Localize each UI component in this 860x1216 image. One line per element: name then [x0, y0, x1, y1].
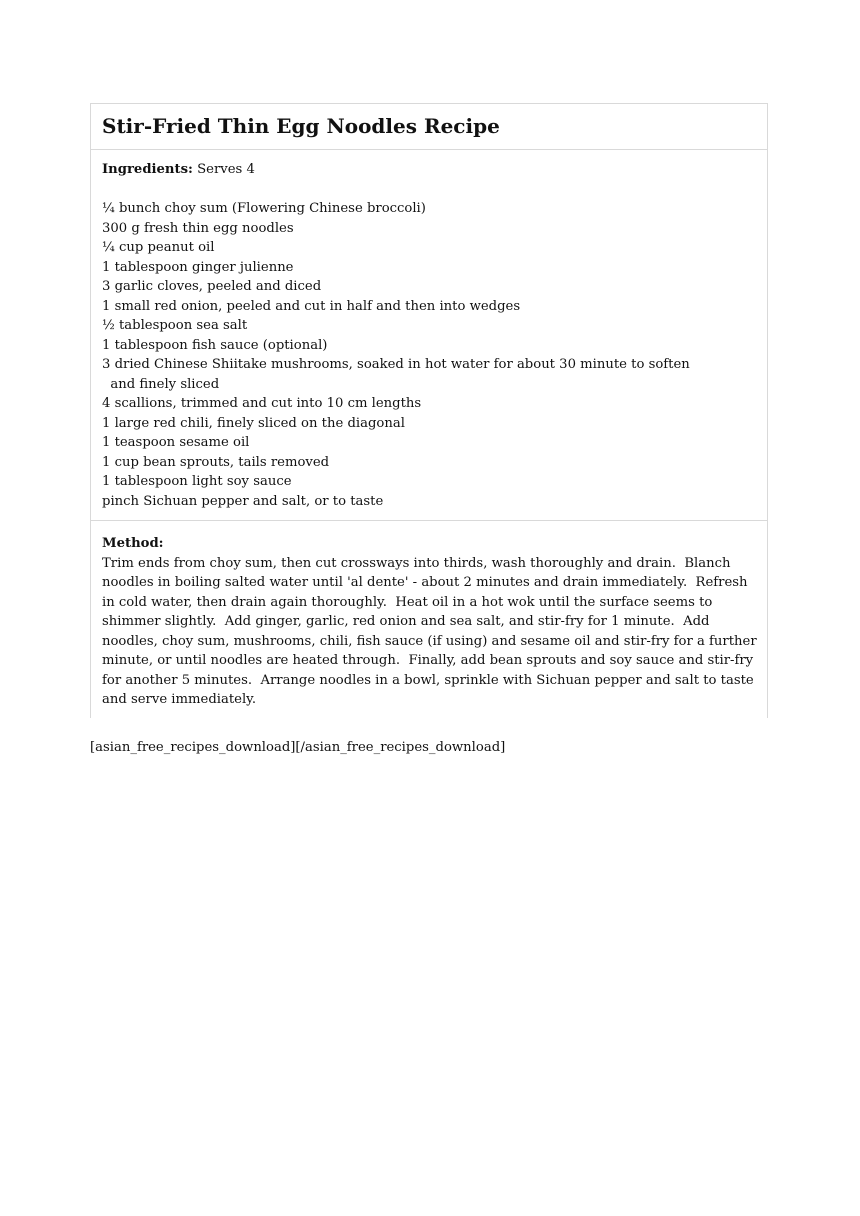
ingredient-item: 4 scallions, trimmed and cut into 10 cm lengths: [102, 396, 422, 411]
ingredient-item: 300 g fresh thin egg noodles: [102, 220, 294, 236]
ingredient-item-continuation: and finely sliced: [102, 376, 220, 392]
ingredient-item: 1 tablespoon light soy sauce: [102, 474, 292, 489]
download-shortcode: [asian_free_recipes_download][/asian_free_recipes_download]: [90, 740, 506, 755]
ingredient-item: 3 dried Chinese Shiitake mushrooms, soaked in hot water for about 30 minute to soften: [102, 357, 690, 372]
ingredients-header: [102, 160, 756, 180]
ingredient-item: pinch Sichuan pepper and salt, or to taste: [102, 493, 384, 509]
ingredients-list: [102, 199, 756, 511]
ingredients-label: Ingredients:: [102, 162, 193, 177]
ingredient-item: 1 teaspoon sesame oil: [102, 435, 250, 450]
ingredient-item: 3 garlic cloves, peeled and diced: [102, 279, 322, 294]
ingredient-item: ½ tablespoon sea salt: [102, 318, 248, 333]
ingredient-item: 1 small red onion, peeled and cut in half and then into wedges: [102, 298, 521, 314]
ingredient-item: 1 tablespoon fish sauce (optional): [102, 337, 328, 353]
method-section: [91, 521, 767, 710]
ingredient-item: 1 tablespoon ginger julienne: [102, 259, 294, 275]
ingredient-item: 1 cup bean sprouts, tails removed: [102, 454, 330, 470]
ingredient-item: ¼ bunch choy sum (Flowering Chinese broccoli): [102, 201, 426, 216]
method-label: Method:: [102, 536, 164, 551]
servings: Serves 4: [197, 162, 255, 177]
ingredients-section: [91, 150, 767, 521]
ingredient-item: 1 large red chili, finely sliced on the diagonal: [102, 415, 405, 431]
method-text: Trim ends from choy sum, then cut crossways into thirds, wash thoroughly and drain. Blanch noodles in boiling salted water until 'al dente' - about 2 minutes and drain immediately. Refresh in cold water, then drain again thoroughly. Heat oil in a hot wok until the surface seems to shimmer slightly. Add ginger, garlic, red onion and sea salt, and stir-fry for 1 minute. Add noodles, choy sum, mushrooms, chili, fish sauce (if using) and sesame oil and stir-fry for a further minute, or until noodles are heated through. Finally, add bean sprouts and soy sauce and stir-fry for another 5 minutes. Arrange noodles in a bowl, sprinkle with Sichuan pepper and salt to taste and serve immediately.: [102, 555, 761, 707]
ingredient-item: ¼ cup peanut oil: [102, 240, 215, 255]
recipe-title-row: [91, 104, 767, 150]
recipe-card: [90, 103, 768, 718]
recipe-title: Stir-Fried Thin Egg Noodles Recipe: [102, 114, 500, 138]
